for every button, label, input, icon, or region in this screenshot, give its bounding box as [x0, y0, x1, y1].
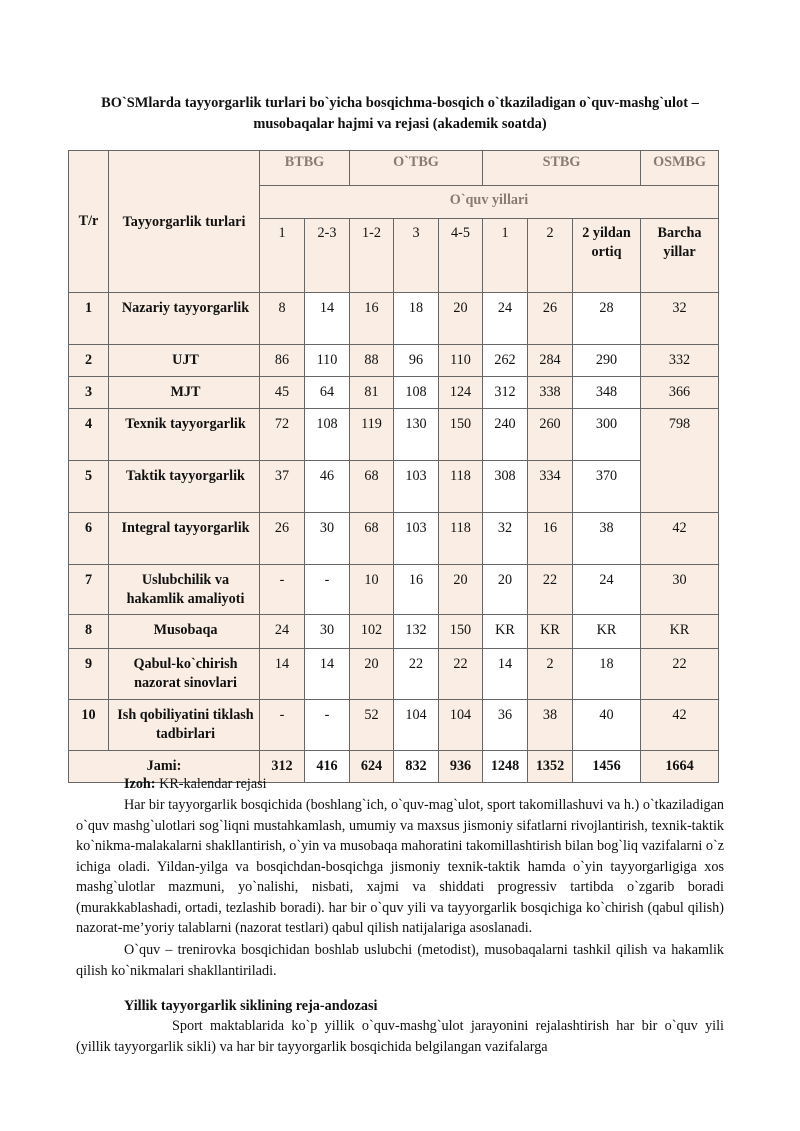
header-training-type: Tayyorgarlik turlari: [109, 151, 260, 293]
cell: 20: [439, 565, 483, 615]
page-title: BO`SMlarda tayyorgarlik turlari bo`yicha bosqichma-bosqich o`tkaziladigan o`quv-mashg`ulot – musobaqalar hajmi va rejasi (akademik soatda): [101, 95, 699, 132]
cell: 18: [573, 649, 641, 700]
cell: 240: [483, 409, 528, 461]
cell: 284: [528, 345, 573, 377]
cell: 260: [528, 409, 573, 461]
cell: 20: [483, 565, 528, 615]
cell: 36: [483, 700, 528, 751]
row-number: 6: [69, 513, 109, 565]
row-number: 1: [69, 293, 109, 345]
row-number: 5: [69, 461, 109, 513]
row-label: MJT: [109, 377, 260, 409]
cell: 42: [641, 700, 719, 751]
table-row: [69, 409, 719, 461]
cell: 118: [439, 461, 483, 513]
table-row: [69, 345, 719, 377]
cell: 40: [573, 700, 641, 751]
cell: KR: [641, 615, 719, 649]
table-row: [69, 615, 719, 649]
header-year: Barcha yillar: [641, 219, 719, 293]
cell: 46: [305, 461, 350, 513]
header-year: 2-3: [305, 219, 350, 293]
total-cell: 1456: [573, 751, 641, 783]
cell: 334: [528, 461, 573, 513]
table-row: [69, 377, 719, 409]
header-year: 1: [260, 219, 305, 293]
note-line: [76, 774, 724, 795]
cell: 30: [641, 565, 719, 615]
cell: 14: [483, 649, 528, 700]
cell: 348: [573, 377, 641, 409]
cell: 38: [528, 700, 573, 751]
header-group-btbg: BTBG: [260, 151, 350, 186]
cell: 22: [439, 649, 483, 700]
row-number: 9: [69, 649, 109, 700]
cell: 32: [641, 293, 719, 345]
training-plan-table: [68, 150, 719, 783]
header-year: 4-5: [439, 219, 483, 293]
cell: 108: [305, 409, 350, 461]
cell: 22: [394, 649, 439, 700]
row-label: Qabul-ko`chirish nazorat sinovlari: [109, 649, 260, 700]
row-label: Ish qobiliyatini tiklash tadbirlari: [109, 700, 260, 751]
cell: -: [260, 700, 305, 751]
cell: 110: [439, 345, 483, 377]
cell: 18: [394, 293, 439, 345]
cell: 16: [394, 565, 439, 615]
table-row: [69, 565, 719, 615]
table-row: [69, 700, 719, 751]
cell: 103: [394, 513, 439, 565]
cell: 38: [573, 513, 641, 565]
cell: 68: [350, 513, 394, 565]
cell: 28: [573, 293, 641, 345]
cell: 118: [439, 513, 483, 565]
cell: 14: [260, 649, 305, 700]
cell: 24: [260, 615, 305, 649]
cell: 308: [483, 461, 528, 513]
cell: 52: [350, 700, 394, 751]
cell: 338: [528, 377, 573, 409]
cell: 26: [260, 513, 305, 565]
cell: 332: [641, 345, 719, 377]
cell: 130: [394, 409, 439, 461]
row-label: Uslubchilik va hakamlik amaliyoti: [109, 565, 260, 615]
cell: 108: [394, 377, 439, 409]
cell: 88: [350, 345, 394, 377]
cell: 22: [641, 649, 719, 700]
table-row: [69, 293, 719, 345]
row-number: 3: [69, 377, 109, 409]
cell: 22: [528, 565, 573, 615]
row-label: Texnik tayyorgarlik: [109, 409, 260, 461]
cell: 24: [573, 565, 641, 615]
cell: 102: [350, 615, 394, 649]
cell: 8: [260, 293, 305, 345]
total-cell: 936: [439, 751, 483, 783]
cell: 2: [528, 649, 573, 700]
merged-cell: 798: [641, 409, 719, 513]
row-label: Integral tayyorgarlik: [109, 513, 260, 565]
cell: 20: [439, 293, 483, 345]
cell: 26: [528, 293, 573, 345]
note-label: Izoh:: [124, 776, 156, 792]
cell: -: [305, 565, 350, 615]
total-cell: 1352: [528, 751, 573, 783]
cell: 45: [260, 377, 305, 409]
row-number: 2: [69, 345, 109, 377]
row-label: Musobaqa: [109, 615, 260, 649]
cell: -: [260, 565, 305, 615]
cell: 150: [439, 409, 483, 461]
cell: 119: [350, 409, 394, 461]
cell: 20: [350, 649, 394, 700]
cell: KR: [573, 615, 641, 649]
cell: 42: [641, 513, 719, 565]
cell: 110: [305, 345, 350, 377]
body-paragraph: Har bir tayyorgarlik bosqichida (boshlang`ich, o`quv-mag`ulot, sport takomillashuvi va h.) o`tkaziladigan o`quv mashg`ulotlari sog`liqni mustahkamlash, umumiy va maxsus jismoniy sifatlarni rivojlantirish, texnik-taktik ko`nikma-malakalarni shakllantirish, o`yin va musobaqa mahoratini takomillashtirish bilan bog`liq vazifalarni o`z ichiga oladi. Yildan-yilga va bosqichdan-bosqichga jismoniy texnik-taktik hamda o`yin tayyorgarligiga xos mashg`ulotlar mazmuni, yo`nalishi, nisbati, xajmi va shiddati progressiv tartibda o`zgarib boradi (murakkablashadi, ortadi, tezlashib boradi). har bir o`quv yili va tayyorgarlik bosqichiga ko`chirish (qabul qilish) nazorat-me’yoriy talablarni (nazorat testlari) qabul qilish natijalariga asoslanadi.: [76, 797, 724, 936]
cell: 124: [439, 377, 483, 409]
cell: 81: [350, 377, 394, 409]
row-label: UJT: [109, 345, 260, 377]
total-label: Jami:: [69, 751, 260, 783]
cell: -: [305, 700, 350, 751]
cell: 262: [483, 345, 528, 377]
body-paragraph: Sport maktablarida ko`p yillik o`quv-mashg`ulot jarayonini rejalashtirish har bir o`quv yili (yillik tayyorgarlik sikli) va har bir tayyorgarlik bosqichida belgilangan vazifalarga: [76, 1018, 724, 1055]
cell: 150: [439, 615, 483, 649]
cell: 312: [483, 377, 528, 409]
cell: 68: [350, 461, 394, 513]
cell: 300: [573, 409, 641, 461]
cell: 103: [394, 461, 439, 513]
table-row: [69, 649, 719, 700]
cell: 64: [305, 377, 350, 409]
header-tr: T/r: [69, 151, 109, 293]
header-group-otbg: O`TBG: [350, 151, 483, 186]
row-number: 8: [69, 615, 109, 649]
header-year: 2: [528, 219, 573, 293]
header-group-osmbg: OSMBG: [641, 151, 719, 186]
total-cell: 832: [394, 751, 439, 783]
cell: 370: [573, 461, 641, 513]
total-cell: 624: [350, 751, 394, 783]
cell: 132: [394, 615, 439, 649]
cell: 96: [394, 345, 439, 377]
header-year: 3: [394, 219, 439, 293]
cell: 290: [573, 345, 641, 377]
row-label: Nazariy tayyorgarlik: [109, 293, 260, 345]
cell: 30: [305, 513, 350, 565]
cell: KR: [483, 615, 528, 649]
cell: 16: [350, 293, 394, 345]
total-cell: 1248: [483, 751, 528, 783]
header-year: 1-2: [350, 219, 394, 293]
table-row: [69, 461, 719, 513]
total-cell: 416: [305, 751, 350, 783]
cell: 14: [305, 649, 350, 700]
row-number: 7: [69, 565, 109, 615]
section-heading: Yillik tayyorgarlik siklining reja-andozasi: [124, 998, 378, 1014]
total-cell: 312: [260, 751, 305, 783]
note-text: KR-kalendar rejasi: [155, 776, 267, 792]
cell: KR: [528, 615, 573, 649]
total-cell: 1664: [641, 751, 719, 783]
cell: 72: [260, 409, 305, 461]
table-row: [69, 513, 719, 565]
cell: 14: [305, 293, 350, 345]
row-label: Taktik tayyorgarlik: [109, 461, 260, 513]
header-study-years: O`quv yillari: [260, 186, 719, 219]
cell: 366: [641, 377, 719, 409]
header-group-stbg: STBG: [483, 151, 641, 186]
cell: 104: [394, 700, 439, 751]
cell: 16: [528, 513, 573, 565]
cell: 32: [483, 513, 528, 565]
cell: 104: [439, 700, 483, 751]
header-year: 1: [483, 219, 528, 293]
cell: 37: [260, 461, 305, 513]
header-year: 2 yildan ortiq: [573, 219, 641, 293]
row-number: 4: [69, 409, 109, 461]
cell: 30: [305, 615, 350, 649]
cell: 10: [350, 565, 394, 615]
row-number: 10: [69, 700, 109, 751]
cell: 24: [483, 293, 528, 345]
cell: 86: [260, 345, 305, 377]
body-paragraph: O`quv – trenirovka bosqichidan boshlab uslubchi (metodist), musobaqalarni tashkil qilish va hakamlik qilish ko`nikmalari shakllantiriladi.: [76, 942, 724, 979]
